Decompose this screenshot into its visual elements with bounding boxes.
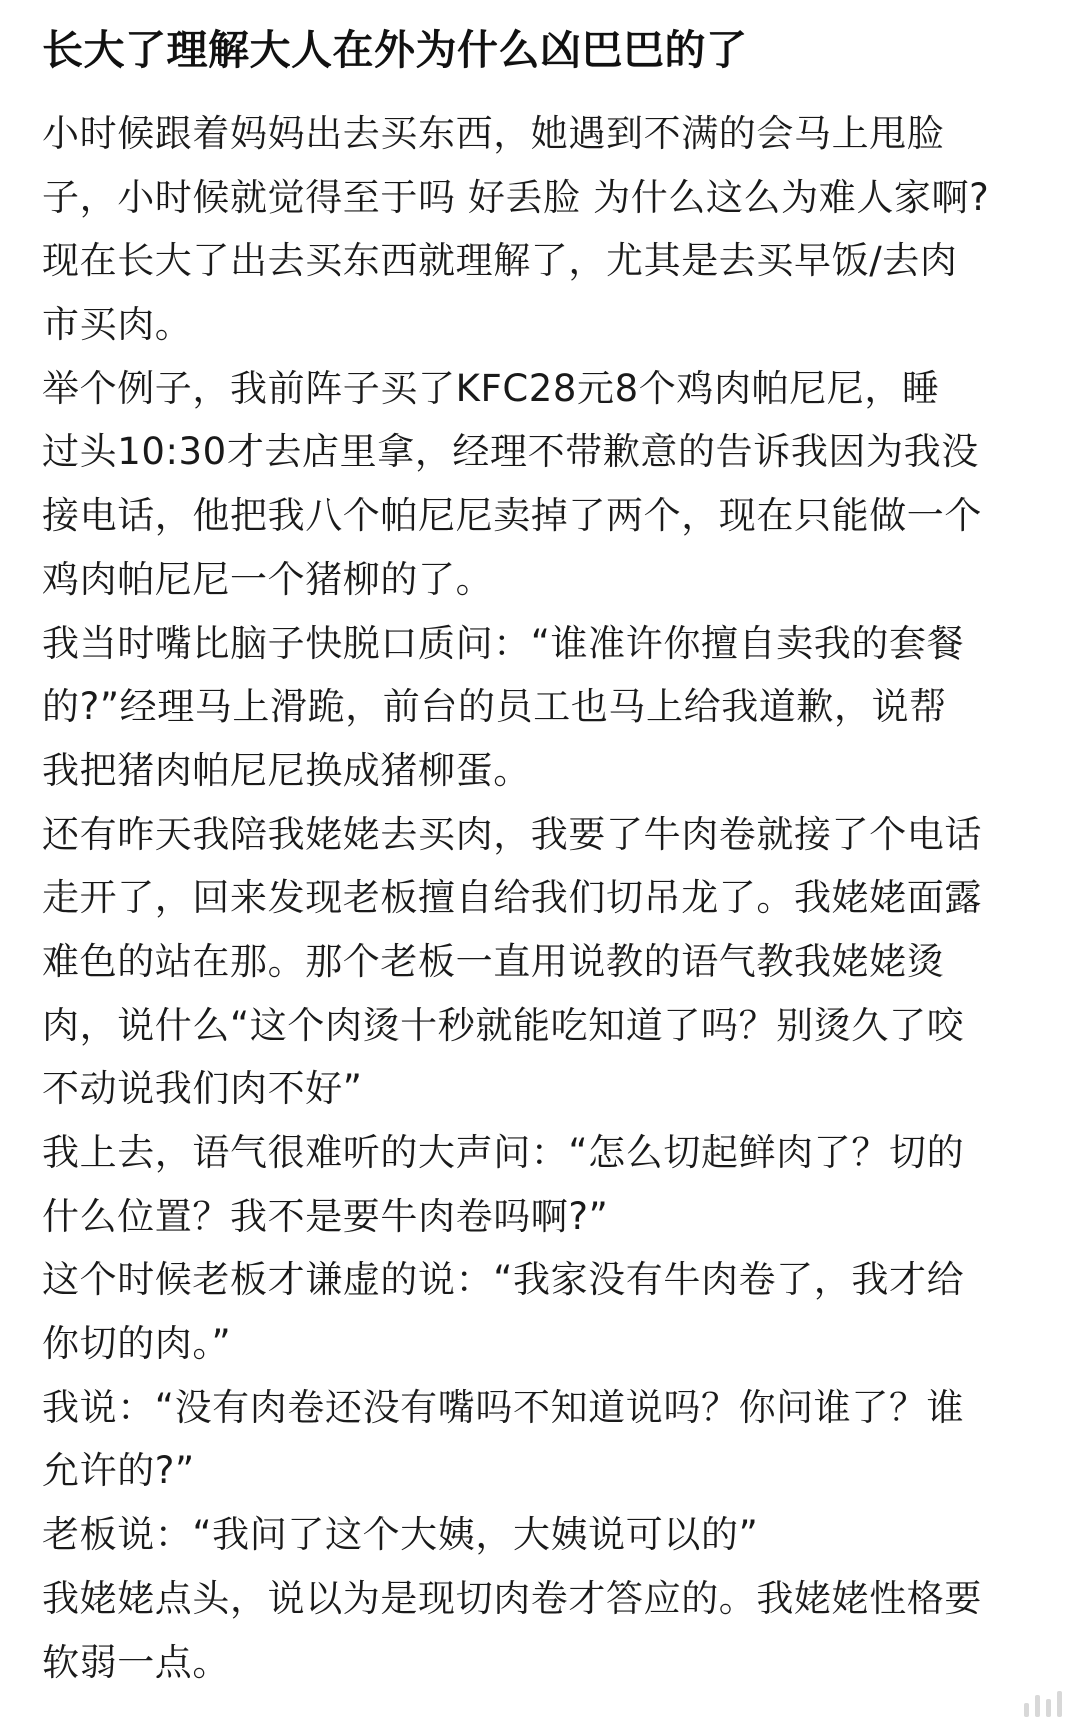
post-body <box>42 102 1042 1694</box>
body-line: 这个时候老板才谦虚的说：“我家没有牛肉卷了，我才给 <box>42 1258 965 1302</box>
body-line: 什么位置？我不是要牛肉卷吗啊?” <box>42 1194 609 1238</box>
body-line: 我姥姥点头，说以为是现切肉卷才答应的。我姥姥性格要 <box>42 1576 982 1620</box>
body-line: 不动说我们肉不好” <box>42 1067 363 1111</box>
body-line: 小时候跟着妈妈出去买东西，她遇到不满的会马上甩脸 <box>42 112 945 155</box>
body-line: 肉，说什么“这个肉烫十秒就能吃知道了吗？别烫久了咬 <box>42 1003 965 1047</box>
post-title: 长大了理解大人在外为什么凶巴巴的了 <box>42 26 748 74</box>
body-line: 软弱一点。 <box>42 1640 230 1684</box>
body-line: 市买肉。 <box>42 303 193 347</box>
body-line: 的?”经理马上滑跪，前台的员工也马上给我道歉，说帮 <box>42 685 947 729</box>
body-line: 我当时嘴比脑子快脱口质问：“谁准许你擅自卖我的套餐 <box>42 621 965 665</box>
body-line: 难色的站在那。那个老板一直用说教的语气教我姥姥烫 <box>42 939 945 983</box>
body-line: 我上去，语气很难听的大声问：“怎么切起鲜肉了？切的 <box>42 1131 965 1174</box>
body-line: 老板说：“我问了这个大姨，大姨说可以的” <box>42 1513 759 1557</box>
body-line: 接电话，他把我八个帕尼尼卖掉了两个，现在只能做一个 <box>42 494 982 538</box>
body-line: 举个例子，我前阵子买了KFC28元8个鸡肉帕尼尼，睡 <box>42 366 940 410</box>
body-line: 还有昨天我陪我姥姥去买肉，我要了牛肉卷就接了个电话 <box>42 812 982 856</box>
watermark-logo <box>1024 1691 1062 1717</box>
body-line: 鸡肉帕尼尼一个猪柳的了。 <box>42 557 494 601</box>
body-line: 我说：“没有肉卷还没有嘴吗不知道说吗？你问谁了？谁 <box>42 1385 965 1429</box>
body-line: 现在长大了出去买东西就理解了，尤其是去买早饭/去肉 <box>42 239 958 283</box>
body-line: 我把猪肉帕尼尼换成猪柳蛋。 <box>42 748 531 792</box>
body-line: 过头10:30才去店里拿，经理不带歉意的告诉我因为我没 <box>42 430 979 474</box>
post <box>42 18 1042 1694</box>
body-line: 走开了，回来发现老板擅自给我们切吊龙了。我姥姥面露 <box>42 876 982 920</box>
body-line: 允许的?” <box>42 1449 195 1493</box>
body-line: 子，小时候就觉得至于吗 好丢脸 为什么这么为难人家啊? <box>42 175 990 219</box>
body-line: 你切的肉。” <box>42 1322 232 1366</box>
